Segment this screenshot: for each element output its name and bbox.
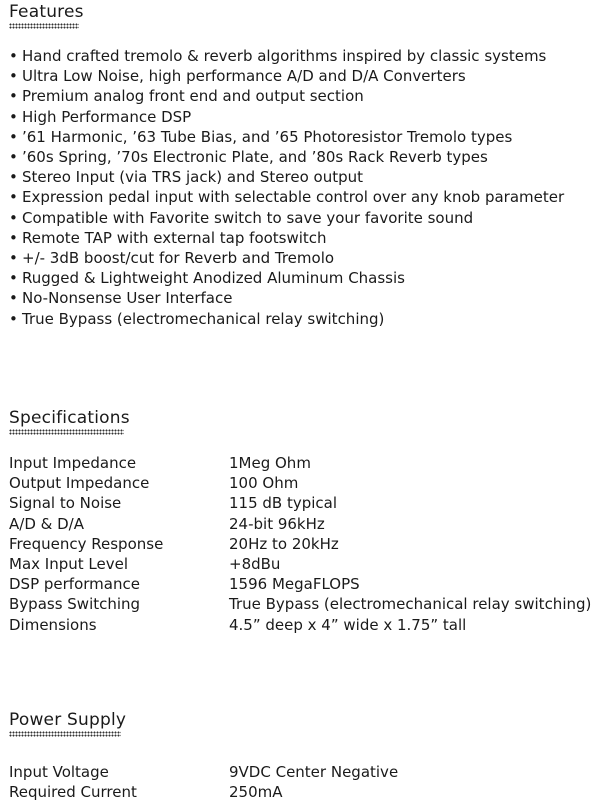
feature-item: • Premium analog front end and output section bbox=[9, 86, 594, 106]
feature-item: • No-Nonsense User Interface bbox=[9, 288, 594, 308]
features-heading: Features bbox=[9, 2, 84, 22]
power-supply-heading-underline bbox=[9, 731, 121, 737]
feature-item: • High Performance DSP bbox=[9, 107, 594, 127]
spec-value: +8dBu bbox=[229, 555, 281, 574]
spec-label: Input Voltage bbox=[9, 763, 109, 781]
features-section bbox=[9, 2, 594, 329]
spec-label: Max Input Level bbox=[9, 555, 128, 574]
spec-row bbox=[9, 453, 594, 473]
spec-label: A/D & D/A bbox=[9, 514, 84, 533]
feature-item: • +/- 3dB boost/cut for Reverb and Tremolo bbox=[9, 248, 594, 268]
spec-row bbox=[9, 493, 594, 513]
feature-item: • ’61 Harmonic, ’63 Tube Bias, and ’65 Photoresistor Tremolo types bbox=[9, 127, 594, 147]
spec-value: 4.5” deep x 4” wide x 1.75” tall bbox=[229, 615, 467, 634]
specifications-heading-underline bbox=[9, 429, 124, 435]
specifications-table bbox=[9, 453, 594, 635]
spec-row bbox=[9, 534, 594, 554]
spec-row bbox=[9, 574, 594, 594]
power-supply-table bbox=[9, 762, 594, 802]
spec-value: 100 Ohm bbox=[229, 474, 299, 493]
spec-value: 20Hz to 20kHz bbox=[229, 534, 339, 553]
spec-label: Input Impedance bbox=[9, 454, 137, 472]
features-heading-underline bbox=[9, 23, 79, 29]
feature-item: • Expression pedal input with selectable control over any knob parameter bbox=[9, 187, 594, 207]
feature-item: • True Bypass (electromechanical relay switching) bbox=[9, 309, 594, 329]
spec-value: 1596 MegaFLOPS bbox=[229, 575, 360, 594]
spec-label: Output Impedance bbox=[9, 474, 150, 493]
spec-label: Required Current bbox=[9, 783, 137, 802]
spec-row bbox=[9, 782, 594, 802]
spec-label: DSP performance bbox=[9, 575, 140, 594]
feature-item: • Compatible with Favorite switch to save your favorite sound bbox=[9, 208, 594, 228]
spec-value: True Bypass (electromechanical relay switching) bbox=[229, 595, 592, 614]
feature-item: • Stereo Input (via TRS jack) and Stereo output bbox=[9, 167, 594, 187]
spec-row bbox=[9, 514, 594, 534]
power-supply-section bbox=[9, 710, 594, 802]
spec-label: Bypass Switching bbox=[9, 595, 141, 614]
spec-value: 1Meg Ohm bbox=[229, 454, 311, 472]
spec-row bbox=[9, 594, 594, 614]
feature-item: • Rugged & Lightweight Anodized Aluminum Chassis bbox=[9, 268, 594, 288]
specifications-heading: Specifications bbox=[9, 408, 130, 428]
spec-row bbox=[9, 615, 594, 635]
spec-value: 115 dB typical bbox=[229, 494, 338, 513]
feature-item: • Ultra Low Noise, high performance A/D and D/A Converters bbox=[9, 66, 594, 86]
spec-value: 250mA bbox=[229, 783, 283, 802]
spec-row bbox=[9, 554, 594, 574]
features-list bbox=[9, 46, 594, 329]
spec-label: Dimensions bbox=[9, 615, 97, 634]
spec-value: 24-bit 96kHz bbox=[229, 514, 325, 533]
spec-value: 9VDC Center Negative bbox=[229, 763, 399, 781]
spec-row bbox=[9, 473, 594, 493]
feature-item: • ’60s Spring, ’70s Electronic Plate, and ’80s Rack Reverb types bbox=[9, 147, 594, 167]
spec-row bbox=[9, 762, 594, 782]
power-supply-heading: Power Supply bbox=[9, 710, 127, 730]
spec-label: Frequency Response bbox=[9, 534, 164, 553]
spec-label: Signal to Noise bbox=[9, 494, 122, 513]
specifications-section bbox=[9, 408, 594, 635]
feature-item: • Hand crafted tremolo & reverb algorithms inspired by classic systems bbox=[9, 46, 594, 66]
feature-item: • Remote TAP with external tap footswitch bbox=[9, 228, 594, 248]
